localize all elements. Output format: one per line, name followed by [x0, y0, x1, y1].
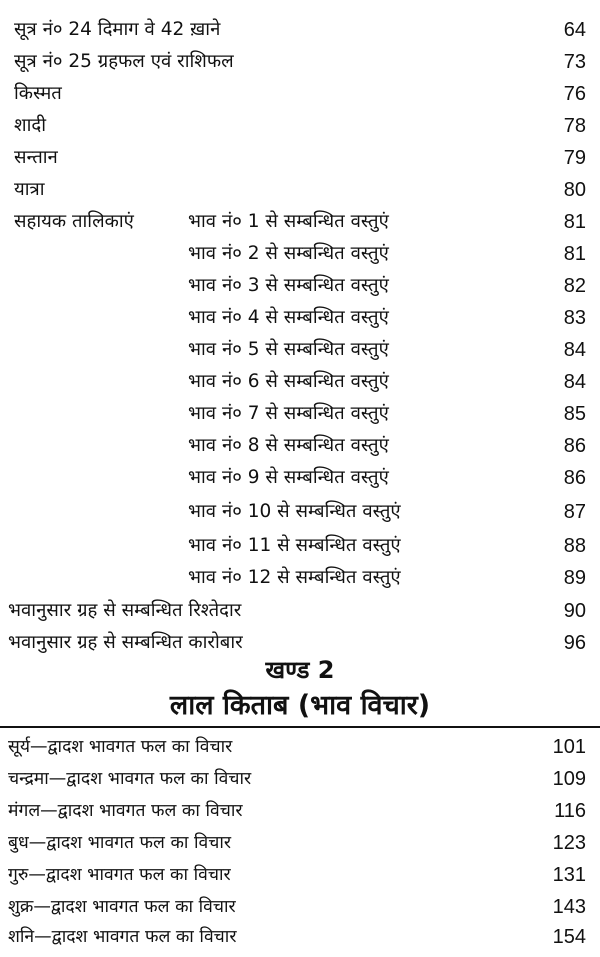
toc-entry: [0, 430, 600, 462]
toc-entry-title: भाव नं० 3 से सम्बन्धित वस्तुएं: [188, 275, 389, 296]
toc-entry: [0, 859, 600, 891]
toc-entry-title: शनि—द्वादश भावगत फल का विचार: [8, 927, 237, 947]
toc-entry-page: 84: [563, 339, 586, 361]
toc-entry: [0, 142, 600, 174]
toc-entry: [0, 14, 600, 46]
toc-entry-page: 82: [563, 275, 586, 297]
toc-entry: [0, 366, 600, 398]
toc-entry-title: भाव नं० 9 से सम्बन्धित वस्तुएं: [188, 467, 389, 488]
toc-entry-page: 143: [552, 896, 586, 918]
toc-entry-title: सूत्र नं० 25 ग्रहफल एवं राशिफल: [14, 51, 234, 72]
toc-entry-title: सूत्र नं० 24 दिमाग वे 42 ख़ाने: [14, 19, 221, 40]
toc-entry: [0, 731, 600, 763]
toc-entry-title: भाव नं० 1 से सम्बन्धित वस्तुएं: [188, 211, 389, 232]
toc-entry: [0, 921, 600, 953]
section-subheading: लाल किताब (भाव विचार): [169, 690, 431, 721]
toc-entry-title: किस्मत: [14, 83, 62, 104]
toc-entry-page: 64: [563, 19, 586, 41]
toc-entry: [0, 891, 600, 923]
toc-entry: [0, 270, 600, 302]
toc-entry-title: भवानुसार ग्रह से सम्बन्धित कारोबार: [8, 632, 243, 653]
toc-entry-title: भाव नं० 6 से सम्बन्धित वस्तुएं: [188, 371, 389, 392]
toc-entry-page: 89: [563, 567, 586, 589]
toc-entry-page: 79: [563, 147, 586, 169]
toc-entry: [0, 795, 600, 827]
section-heading: खण्ड 2: [265, 656, 335, 684]
toc-entry-page: 81: [563, 211, 586, 233]
section-divider: [0, 726, 600, 728]
toc-entry: [0, 462, 600, 494]
toc-entry: [0, 334, 600, 366]
toc-entry-title: भाव नं० 10 से सम्बन्धित वस्तुएं: [188, 501, 401, 522]
toc-entry: [0, 530, 600, 562]
toc-entry-title: चन्द्रमा—द्वादश भावगत फल का विचार: [8, 769, 252, 789]
sahayak-label: सहायक तालिकाएं: [14, 211, 134, 232]
toc-entry-page: 83: [563, 307, 586, 329]
toc-entry-title: भाव नं० 5 से सम्बन्धित वस्तुएं: [188, 339, 389, 360]
toc-entry-title: सन्तान: [14, 147, 58, 168]
toc-entry-page: 116: [554, 800, 586, 822]
toc-entry: [0, 238, 600, 270]
toc-entry: [0, 827, 600, 859]
toc-entry: [0, 302, 600, 334]
toc-entry: [0, 78, 600, 110]
toc-entry-title: भाव नं० 2 से सम्बन्धित वस्तुएं: [188, 243, 389, 264]
toc-entry-title: भाव नं० 12 से सम्बन्धित वस्तुएं: [188, 567, 401, 588]
toc-entry: [0, 206, 600, 238]
toc-entry-title: शुक्र—द्वादश भावगत फल का विचार: [8, 897, 236, 917]
toc-entry-page: 154: [552, 926, 586, 948]
toc-entry-page: 96: [563, 632, 586, 654]
toc-entry-page: 73: [563, 51, 586, 73]
toc-entry-page: 76: [563, 83, 586, 105]
toc-entry-title: भाव नं० 8 से सम्बन्धित वस्तुएं: [188, 435, 389, 456]
toc-entry: [0, 562, 600, 594]
toc-entry-title: शादी: [14, 115, 46, 136]
toc-entry: [0, 174, 600, 206]
toc-entry: [0, 46, 600, 78]
toc-entry-page: 85: [563, 403, 586, 425]
toc-entry-title: भाव नं० 11 से सम्बन्धित वस्तुएं: [188, 535, 401, 556]
toc-entry-page: 80: [563, 179, 586, 201]
toc-entry: [0, 595, 600, 627]
toc-entry: [0, 763, 600, 795]
toc-entry-title: मंगल—द्वादश भावगत फल का विचार: [8, 801, 243, 821]
toc-entry-title: सूर्य—द्वादश भावगत फल का विचार: [8, 737, 233, 757]
toc-entry-page: 90: [563, 600, 586, 622]
toc-entry-title: बुध—द्वादश भावगत फल का विचार: [8, 833, 232, 853]
toc-entry-page: 87: [563, 501, 586, 523]
toc-entry: [0, 398, 600, 430]
toc-entry-page: 78: [563, 115, 586, 137]
toc-entry-title: भाव नं० 7 से सम्बन्धित वस्तुएं: [188, 403, 389, 424]
toc-entry-page: 101: [552, 736, 586, 758]
toc-entry-page: 131: [552, 864, 586, 886]
toc-entry-title: गुरु—द्वादश भावगत फल का विचार: [8, 865, 231, 885]
toc-entry-page: 84: [563, 371, 586, 393]
toc-entry-page: 86: [563, 435, 586, 457]
toc-entry-page: 88: [563, 535, 586, 557]
toc-entry-title: यात्रा: [14, 179, 45, 200]
toc-entry-page: 81: [563, 243, 586, 265]
toc-entry-page: 86: [563, 467, 586, 489]
toc-entry: [0, 110, 600, 142]
toc-entry-title: भवानुसार ग्रह से सम्बन्धित रिश्तेदार: [8, 600, 242, 621]
toc-entry-page: 109: [552, 768, 586, 790]
toc-entry: [0, 496, 600, 528]
toc-entry-title: भाव नं० 4 से सम्बन्धित वस्तुएं: [188, 307, 389, 328]
toc-entry-page: 123: [552, 832, 586, 854]
